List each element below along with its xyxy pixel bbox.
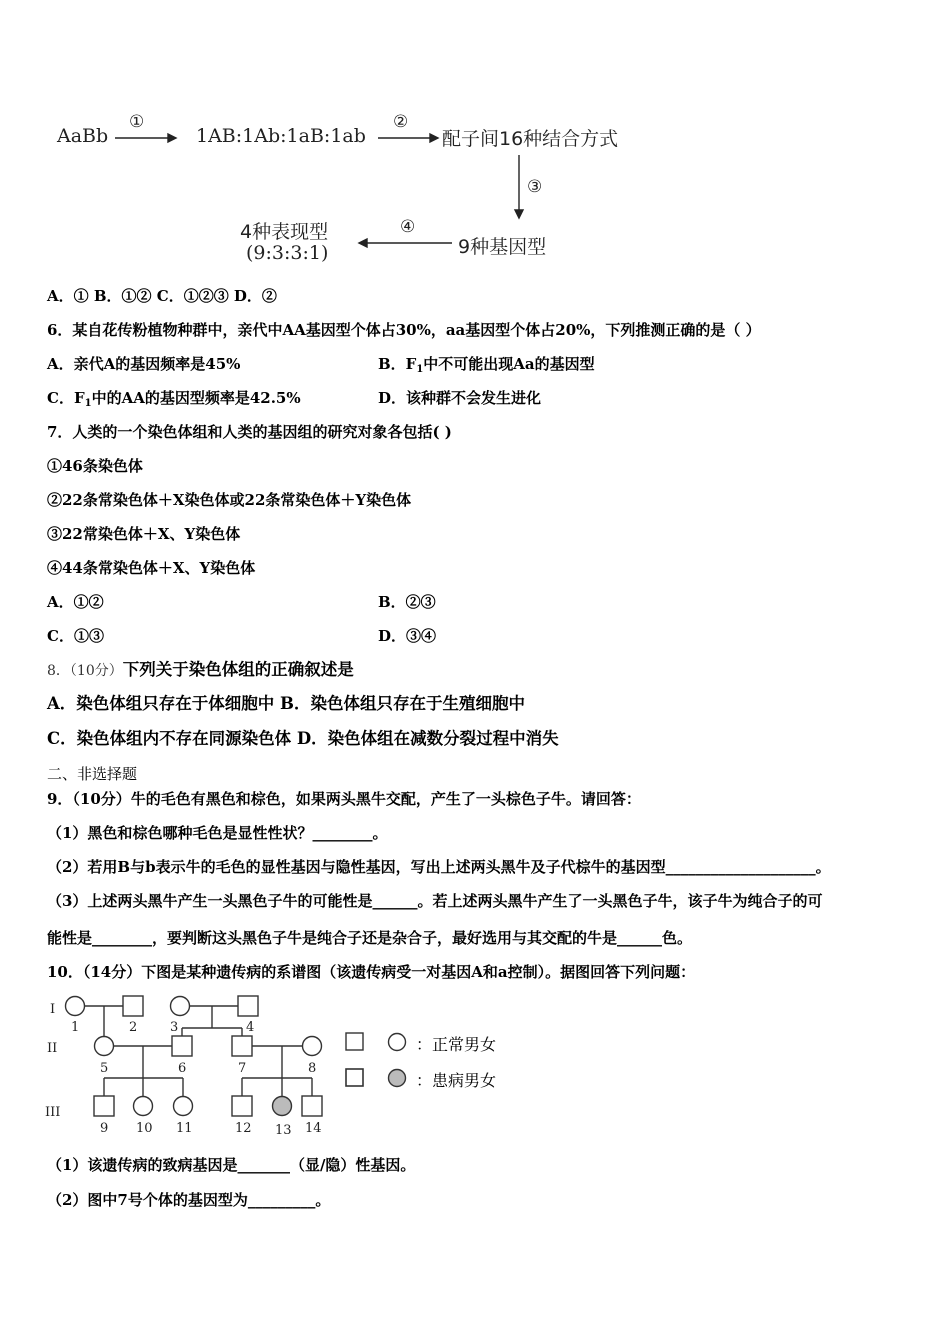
diagram-start: AaBb	[57, 125, 109, 147]
diagram-step4-label: ④	[400, 217, 416, 237]
q10-part-2: （2）图中7号个体的基因型为_________。	[47, 1191, 331, 1209]
individual-1	[66, 997, 85, 1016]
q9-part-1: （1）黑色和棕色哪种毛色是显性性状？________。	[47, 824, 388, 842]
individual-3	[171, 997, 190, 1016]
id-label-5: 5	[100, 1061, 109, 1076]
individual-14	[302, 1096, 322, 1116]
generation-label-2: II	[47, 1041, 58, 1056]
q7-item-3: ③22常染色体＋X、Y染色体	[47, 525, 241, 543]
id-label-13: 13	[275, 1123, 292, 1138]
id-label-4: 4	[246, 1020, 255, 1035]
id-label-8: 8	[308, 1061, 317, 1076]
q7-option-d: D．③④	[378, 627, 437, 645]
legend-normal-label: ：正常男女	[416, 1035, 497, 1054]
generation-label-3: III	[45, 1105, 61, 1120]
section-heading: 二、非选择题	[47, 765, 138, 783]
diagram-gametes: 1AB:1Ab:1aB:1ab	[196, 125, 366, 147]
diagram-combos: 配子间16种结合方式	[442, 128, 619, 150]
individual-6	[172, 1036, 192, 1056]
diagram-step2-label: ②	[393, 112, 409, 132]
q6-option-d: D．该种群不会发生进化	[378, 389, 542, 407]
q8-options-cd: C．染色体组内不存在同源染色体 D．染色体组在减数分裂过程中消失	[47, 729, 559, 748]
legend-normal-female	[389, 1034, 406, 1051]
id-label-12: 12	[235, 1121, 252, 1136]
diagram-genotypes: 9种基因型	[458, 236, 547, 258]
q6-option-a: A．亲代A的基因频率是45%	[47, 355, 241, 373]
id-label-1: 1	[71, 1020, 80, 1035]
q9-part-3-line1: （3）上述两头黑牛产生一头黑色子牛的可能性是______。若上述两头黑牛产生了一头黑色子牛，该子牛为纯合子的可	[47, 892, 823, 910]
individual-7	[232, 1036, 252, 1056]
legend-affected-female	[389, 1070, 406, 1087]
q7-option-c: C．①③	[47, 627, 104, 645]
id-label-9: 9	[100, 1121, 109, 1136]
individual-12	[232, 1096, 252, 1116]
generation-label-1: I	[50, 1002, 56, 1017]
id-label-14: 14	[305, 1121, 322, 1136]
q6-option-b: B．$F_1$中不可能出现Aa的基因型	[378, 355, 595, 375]
q10-stem: 10．（14分）下图是某种遗传病的系谱图（该遗传病受一对基因A和a控制）。据图回答下列问题：	[47, 963, 696, 981]
q5-options: A．① B．①② C．①②③ D．②	[47, 287, 277, 305]
q8-options-ab: A．染色体组只存在于体细胞中 B．染色体组只存在于生殖细胞中	[47, 694, 525, 713]
q7-stem: 7．人类的一个染色体组和人类的基因组的研究对象各包括( )	[47, 423, 452, 441]
individual-13-affected	[273, 1097, 292, 1116]
id-label-2: 2	[129, 1020, 138, 1035]
individual-9	[94, 1096, 114, 1116]
q6-stem: 6．某自花传粉植物种群中，亲代中AA基因型个体占30%，aa基因型个体占20%，下列推测正确的是（ ）	[47, 321, 761, 339]
q9-part-2: （2）若用B与b表示牛的毛色的显性基因与隐性基因，写出上述两头黑牛及子代棕牛的基因型____________________。	[47, 858, 831, 876]
individual-11	[174, 1097, 193, 1116]
diagram-phenotypes-line1: 4种表现型	[240, 221, 329, 243]
q7-item-1: ①46条染色体	[47, 457, 143, 475]
individual-10	[134, 1097, 153, 1116]
q10-part-1: （1）该遗传病的致病基因是_______（显/隐）性基因。	[47, 1156, 416, 1174]
individual-4	[238, 996, 258, 1016]
diagram-step1-label: ①	[129, 112, 145, 132]
id-label-10: 10	[136, 1121, 153, 1136]
q7-option-b: B．②③	[378, 593, 436, 611]
id-label-7: 7	[238, 1061, 247, 1076]
individual-8	[303, 1037, 322, 1056]
legend-normal-male	[346, 1033, 363, 1050]
q9-part-3-line2: 能性是________，要判断这头黑色子牛是纯合子还是杂合子，最好选用与其交配的牛是______色。	[47, 929, 693, 947]
id-label-11: 11	[176, 1121, 193, 1136]
legend-affected-label: ：患病男女	[416, 1071, 497, 1090]
diagram-step3-label: ③	[527, 177, 543, 197]
q7-item-4: ④44条常染色体＋X、Y染色体	[47, 559, 256, 577]
individual-5	[95, 1037, 114, 1056]
q6-option-c: C．$F_1$中的AA的基因型频率是42.5%	[47, 389, 301, 409]
q7-option-a: A．①②	[47, 593, 104, 611]
q9-stem: 9．（10分）牛的毛色有黑色和棕色，如果两头黑牛交配，产生了一头棕色子牛。请回答：	[47, 790, 641, 808]
diagram-phenotypes-line2: (9:3:3:1)	[246, 242, 329, 264]
q8-stem: 8．（10分）下列关于染色体组的正确叙述是	[47, 660, 354, 679]
id-label-3: 3	[170, 1020, 179, 1035]
id-label-6: 6	[178, 1061, 187, 1076]
q7-item-2: ②22条常染色体＋X染色体或22条常染色体＋Y染色体	[47, 491, 412, 509]
individual-2	[123, 996, 143, 1016]
legend-affected-male	[346, 1069, 363, 1086]
